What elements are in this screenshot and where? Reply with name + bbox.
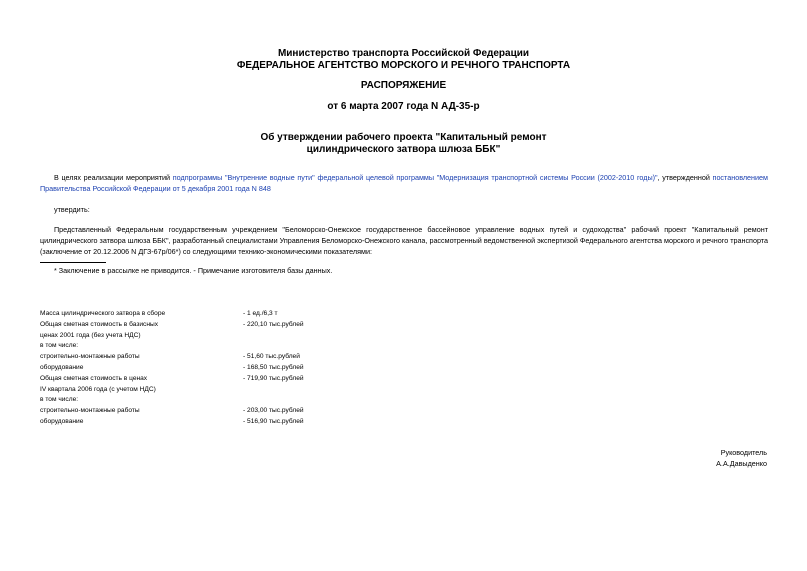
indicator-value: - 1 ед./6,3 т: [243, 310, 278, 317]
footnote-divider: [40, 262, 106, 263]
resolution-link[interactable]: постановлением Правительства Российской Федерации от 5 декабря 2001 года N 848: [40, 173, 768, 193]
agency-name: ФЕДЕРАЛЬНОЕ АГЕНТСТВО МОРСКОГО И РЕЧНОГО ТРАНСПОРТА: [236, 60, 571, 71]
project-paragraph: Представленный Федеральным государственным учреждением "Беломорско-Онежское государственное бассейновое управление водных путей и судоходства" рабочий проект "Капитальный ремонт цилиндрического затвора шлюза ББК", разработанный специалистами Управления Беломорско-Онежского канала, рассмотренный ведомственной экспертизой Федерального агентства морского и речного транспорта (заключение от 20.12.2006 N ДГЗ-67р/06*) со следующими технико-экономическими показателями:: [40, 225, 768, 256]
indicator-row: [40, 341, 340, 352]
signature-block: [716, 447, 767, 469]
ministry-name: Министерство транспорта Российской Федерации: [277, 48, 530, 59]
indicator-value: - 168,50 тыс.рублей: [243, 363, 304, 371]
indicator-row: [40, 395, 340, 406]
document-date: от 6 марта 2007 года N АД-35-р: [327, 101, 480, 112]
signatory-position: Руководитель: [720, 448, 767, 457]
signatory-name: А.А.Давыденко: [716, 459, 767, 468]
document-type: РАСПОРЯЖЕНИЕ: [360, 80, 447, 91]
indicator-value: - 719,90 тыс.рублей: [243, 374, 304, 382]
document-title-line-1: Об утверждении рабочего проекта "Капитальный ремонт: [260, 132, 547, 143]
indicator-row: [40, 406, 340, 417]
preamble-prefix: В целях реализации мероприятий: [54, 173, 173, 182]
indicator-label: оборудование: [40, 417, 84, 425]
document-title-line-2: цилиндрического затвора шлюза ББК": [306, 144, 501, 155]
subprogram-link[interactable]: подпрограммы "Внутренние водные пути" федеральной целевой программы "Модернизация транспортной системы России (2002-2010 годы)": [172, 173, 658, 182]
indicator-label: в том числе:: [40, 396, 79, 404]
indicator-value: - 516,90 тыс.рублей: [243, 417, 304, 425]
indicator-label: Масса цилиндрического затвора в сборе: [40, 310, 166, 317]
indicator-row: [40, 417, 340, 428]
footnote: * Заключение в рассылке не приводится. - Примечание изготовителя базы данных.: [54, 266, 333, 275]
indicator-row: [40, 363, 340, 374]
preamble-paragraph: [40, 172, 768, 194]
indicator-label: оборудование: [40, 363, 84, 371]
indicator-label: Общая сметная стоимость в базисных: [40, 320, 159, 328]
preamble-middle: , утвержденной: [657, 173, 713, 182]
indicator-label: строительно-монтажные работы: [40, 353, 140, 361]
indicator-row: [40, 352, 340, 363]
indicator-row: [40, 320, 340, 331]
indicator-label: IV квартала 2006 года (с учетом НДС): [40, 385, 156, 393]
indicators-list: [40, 309, 340, 428]
indicator-value: - 203,00 тыс.рублей: [243, 407, 304, 415]
approve-paragraph: утвердить:: [54, 205, 90, 214]
indicator-label: ценах 2001 года (без учета НДС): [40, 331, 141, 339]
indicator-value: - 220,10 тыс.рублей: [243, 320, 304, 328]
indicator-label: в том числе:: [40, 342, 79, 350]
indicator-value: - 51,60 тыс.рублей: [243, 353, 300, 361]
indicator-row: [40, 309, 340, 320]
indicator-label: строительно-монтажные работы: [40, 407, 140, 415]
indicator-row: [40, 385, 340, 396]
indicator-label: Общая сметная стоимость в ценах: [40, 374, 148, 382]
indicator-row: [40, 374, 340, 385]
indicator-row: [40, 331, 340, 342]
